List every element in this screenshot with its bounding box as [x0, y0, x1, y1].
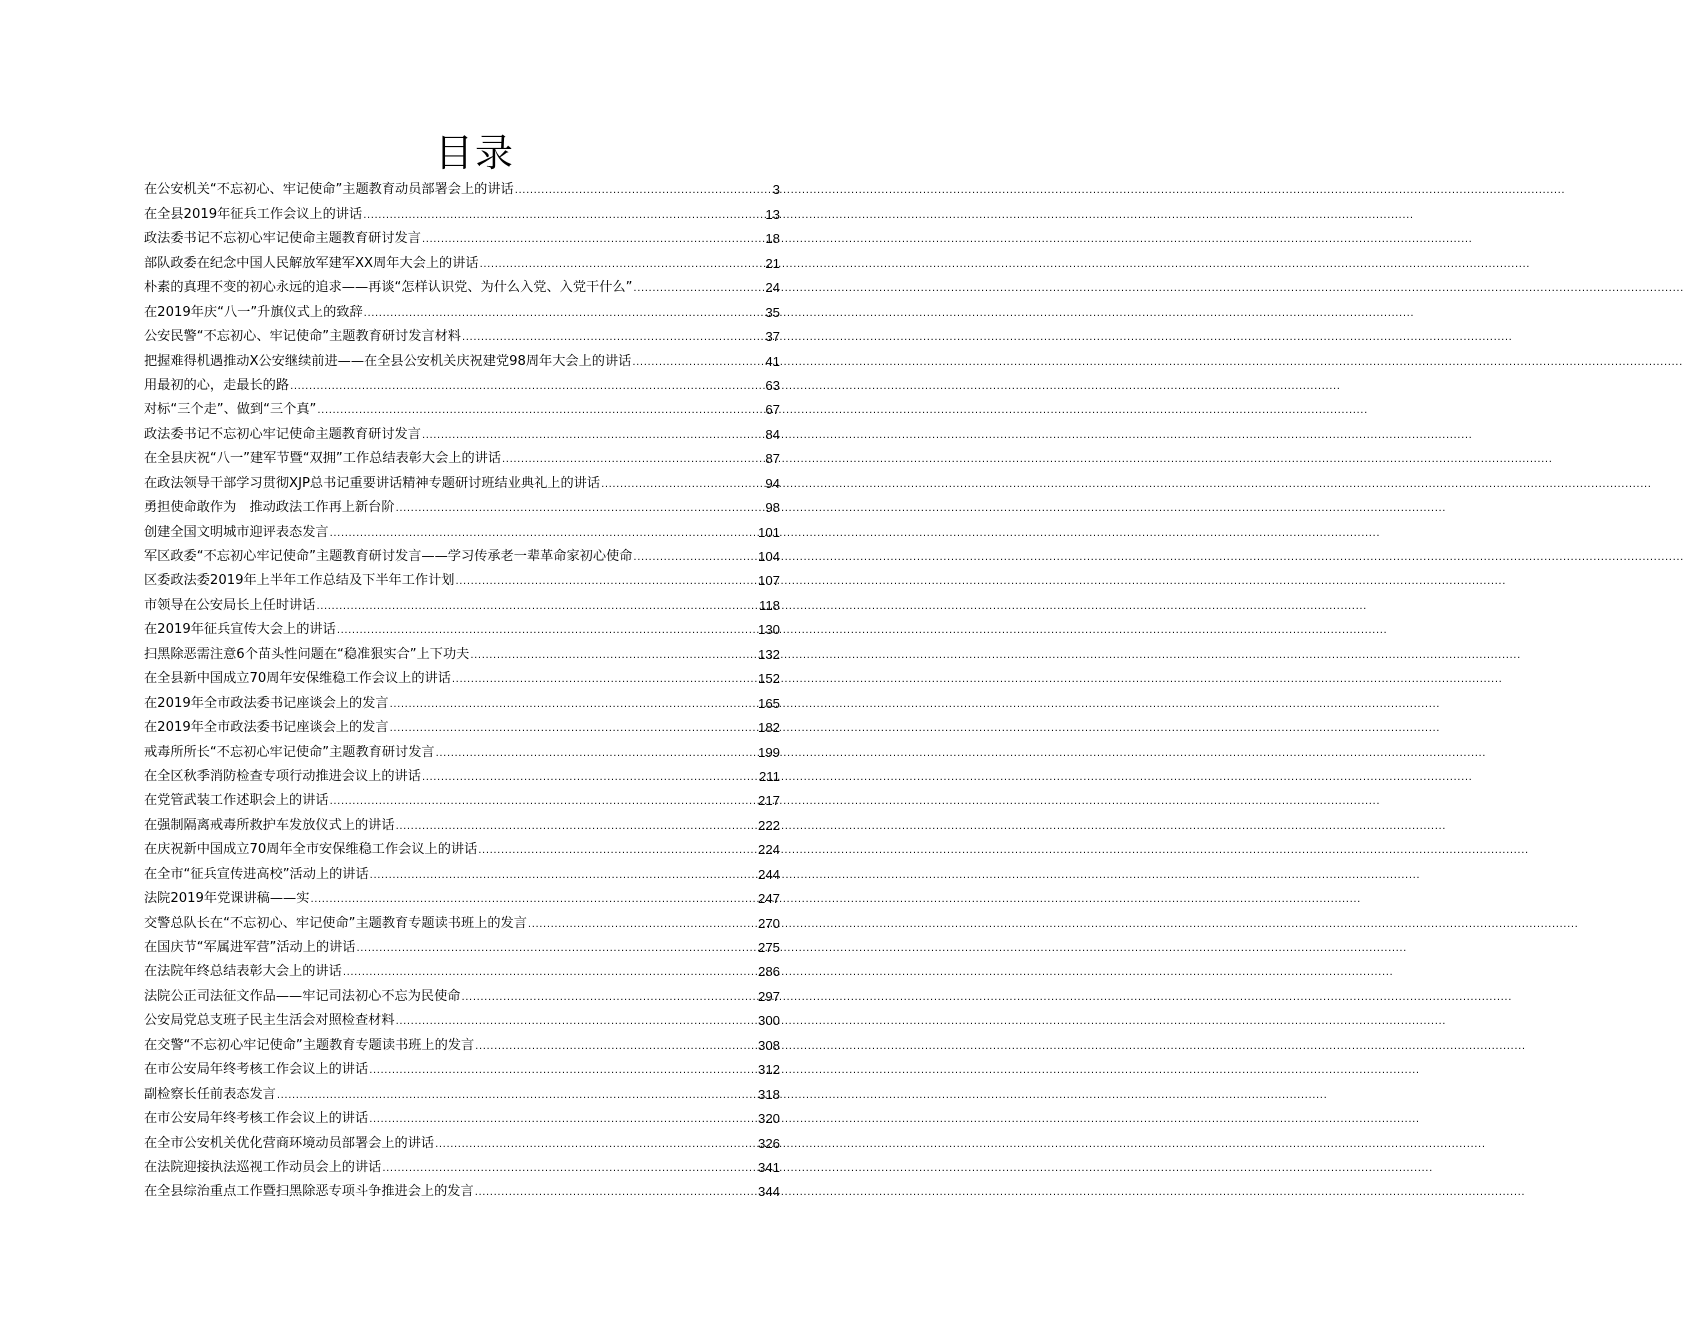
- toc-entry[interactable]: [144, 567, 780, 591]
- toc-entry-title: 勇担使命敢作为 推动政法工作再上新台阶: [144, 500, 395, 516]
- toc-entry-title: 在2019年庆“八一”升旗仪式上的致辞: [144, 304, 363, 320]
- toc-page-number: 182: [757, 720, 780, 736]
- toc-page-number: 84: [765, 426, 780, 442]
- toc-page-number: 308: [757, 1037, 780, 1053]
- toc-entry[interactable]: [144, 347, 780, 371]
- toc-dot-leader: [421, 427, 764, 445]
- toc-entry-title: 在国庆节“军属进军营”活动上的讲话: [144, 940, 356, 955]
- toc-page-number: 37: [765, 329, 780, 345]
- toc-entry[interactable]: [144, 763, 780, 787]
- toc-page-number: 18: [765, 231, 780, 247]
- toc-page-number: 318: [757, 1086, 780, 1102]
- toc-entry-title: 在全县2019年征兵工作会议上的讲话: [144, 206, 363, 222]
- toc-entry[interactable]: [144, 738, 780, 762]
- toc-entry[interactable]: [144, 469, 780, 493]
- toc-entry-title: 创建全国文明城市迎评表态发言: [144, 524, 329, 540]
- toc-page-number: 344: [757, 1184, 780, 1200]
- toc-entry-title: 在交警“不忘初心牢记使命”主题教育专题读书班上的发言: [144, 1037, 475, 1053]
- toc-dot-leader: [461, 329, 764, 347]
- toc-dot-leader: [309, 891, 757, 909]
- toc-entry-title: 在全市公安机关优化营商环境动员部署会上的讲话: [144, 1135, 435, 1151]
- toc-entry-title: 在公安机关“不忘初心、牢记使命”主题教育动员部署会上的讲话: [144, 182, 514, 198]
- toc-entry[interactable]: [144, 1080, 780, 1104]
- toc-entry[interactable]: [144, 1007, 780, 1031]
- toc-dot-leader: [329, 793, 757, 811]
- toc-entry-title: 把握难得机遇推动X公安继续前进——在全县公安机关庆祝建党98周年大会上的讲话: [144, 353, 632, 369]
- toc-entry-title: 在法院年终总结表彰大会上的讲话: [144, 964, 342, 980]
- toc-entry[interactable]: [144, 714, 780, 738]
- toc-page-number: 118: [758, 597, 780, 613]
- toc-page-number: 98: [765, 500, 780, 516]
- toc-entry[interactable]: [144, 323, 780, 347]
- toc-dot-leader: [368, 1111, 757, 1129]
- toc-entry[interactable]: [144, 200, 780, 224]
- toc-page-number: 67: [765, 402, 780, 418]
- toc-page-number: 297: [757, 988, 780, 1004]
- toc-page-number: 107: [757, 573, 780, 589]
- toc-page-number: 13: [765, 206, 780, 222]
- toc-entry-title: 在全市“征兵宣传进高校”活动上的讲话: [144, 866, 369, 882]
- toc-dot-leader: [479, 256, 765, 274]
- toc-entry-title: 军区政委“不忘初心牢记使命”主题教育研讨发言——学习传承老一辈革命家初心使命: [144, 549, 633, 564]
- toc-page-number: 300: [757, 1013, 780, 1029]
- toc-entry-title: 公安民警“不忘初心、牢记使命”主题教育研讨发言材料: [144, 329, 461, 345]
- toc-entry-title: 副检察长任前表态发言: [144, 1086, 276, 1102]
- toc-dot-leader: [455, 573, 757, 591]
- toc-entry[interactable]: [144, 616, 780, 640]
- toc-dot-leader: [329, 525, 757, 543]
- toc-dot-leader: [362, 207, 764, 225]
- toc-entry-title: 戒毒所所长“不忘初心牢记使命”主题教育研讨发言: [144, 744, 435, 760]
- toc-entry-title: 法院公正司法征文作品——牢记司法初心不忘为民使命: [144, 988, 461, 1004]
- toc-page-number: 24: [765, 280, 780, 296]
- toc-dot-leader: [631, 354, 764, 372]
- toc-dot-leader: [451, 671, 757, 689]
- toc-dot-leader: [289, 378, 764, 396]
- toc-dot-leader: [395, 1013, 757, 1031]
- toc-dot-leader: [435, 745, 757, 763]
- toc-entry[interactable]: [144, 176, 780, 200]
- toc-dot-leader: [474, 1184, 757, 1202]
- toc-page-number: 63: [765, 377, 780, 393]
- toc-entry[interactable]: [144, 1129, 780, 1153]
- toc-list: [144, 176, 780, 1202]
- toc-dot-leader: [316, 402, 764, 420]
- toc-entry-title: 朴素的真理不变的初心永远的追求——再谈“怎样认识党、为什么入党、入党干什么”: [144, 280, 633, 296]
- toc-page-number: 320: [757, 1111, 780, 1127]
- toc-entry[interactable]: [144, 836, 780, 860]
- toc-page-number: 247: [757, 891, 780, 907]
- toc-entry-title: 在政法领导干部学习贯彻XJP总书记重要讲话精神专题研讨班结业典礼上的讲话: [144, 475, 601, 491]
- toc-dot-leader: [389, 720, 757, 738]
- toc-entry[interactable]: [144, 372, 780, 396]
- toc-dot-leader: [632, 549, 757, 567]
- toc-entry-title: 在全县庆祝“八一”建军节暨“双拥”工作总结表彰大会上的讲话: [144, 451, 502, 467]
- toc-entry[interactable]: [144, 225, 780, 249]
- toc-dot-leader: [434, 1136, 757, 1154]
- toc-dot-leader: [395, 500, 765, 518]
- toc-dot-leader: [632, 280, 764, 298]
- toc-dot-leader: [461, 989, 757, 1007]
- toc-dot-leader: [527, 916, 757, 934]
- toc-entry[interactable]: [144, 665, 780, 689]
- toc-dot-leader: [501, 451, 764, 469]
- toc-entry[interactable]: [144, 445, 780, 469]
- toc-page-number: 222: [757, 817, 780, 833]
- toc-entry[interactable]: [144, 1031, 780, 1055]
- toc-page-number: 275: [757, 940, 780, 955]
- toc-entry[interactable]: [144, 298, 780, 322]
- toc-page-number: 3: [772, 182, 780, 198]
- toc-entry[interactable]: [144, 958, 780, 982]
- toc-entry-title: 在市公安局年终考核工作会议上的讲话: [144, 1111, 369, 1127]
- toc-entry[interactable]: [144, 591, 780, 615]
- toc-page-number: 21: [765, 255, 780, 271]
- toc-entry[interactable]: [144, 811, 780, 835]
- toc-entry[interactable]: [144, 1056, 780, 1080]
- toc-entry-title: 政法委书记不忘初心牢记使命主题教育研讨发言: [144, 231, 421, 247]
- toc-entry-title: 在法院迎接执法巡视工作动员会上的讲话: [144, 1159, 382, 1175]
- toc-title: 目录: [434, 131, 515, 175]
- toc-entry[interactable]: [144, 274, 780, 298]
- toc-entry-title: 在全县新中国成立70周年安保维稳工作会议上的讲话: [144, 671, 451, 687]
- toc-dot-leader: [514, 182, 772, 200]
- toc-dot-leader: [315, 598, 758, 616]
- toc-dot-leader: [421, 769, 758, 787]
- toc-entry[interactable]: [144, 982, 780, 1006]
- toc-page-number: 270: [757, 915, 780, 931]
- toc-page-number: 132: [757, 646, 780, 662]
- toc-page-number: 224: [757, 842, 780, 858]
- toc-entry-title: 对标“三个走”、做到“三个真”: [144, 402, 317, 418]
- toc-dot-leader: [342, 964, 757, 982]
- toc-entry-title: 扫黑除恶需注意6个苗头性问题在“稳准狠实合”上下功夫: [144, 646, 470, 662]
- toc-entry-title: 政法委书记不忘初心牢记使命主题教育研讨发言: [144, 426, 421, 442]
- toc-page-number: 165: [757, 695, 780, 711]
- toc-entry-title: 部队政委在纪念中国人民解放军建军XX周年大会上的讲话: [144, 255, 479, 271]
- toc-dot-leader: [276, 1087, 757, 1105]
- toc-page-number: 326: [757, 1135, 780, 1151]
- toc-page-number: 211: [758, 768, 780, 784]
- toc-entry-title: 公安局党总支班子民主生活会对照检查材料: [144, 1013, 395, 1029]
- toc-entry[interactable]: [144, 640, 780, 664]
- toc-page-number: 286: [757, 964, 780, 980]
- toc-dot-leader: [381, 1160, 757, 1178]
- toc-page-number: 87: [765, 451, 780, 467]
- toc-page-number: 35: [765, 304, 780, 320]
- toc-entry[interactable]: [144, 1154, 780, 1178]
- toc-entry[interactable]: [144, 934, 780, 958]
- toc-entry[interactable]: [144, 909, 780, 933]
- toc-entry[interactable]: [144, 885, 780, 909]
- toc-entry-title: 在市公安局年终考核工作会议上的讲话: [144, 1062, 369, 1078]
- toc-page-number: 101: [757, 524, 780, 540]
- toc-dot-leader: [421, 231, 764, 249]
- toc-page-number: 94: [765, 475, 780, 491]
- toc-entry[interactable]: [144, 420, 780, 444]
- toc-entry-title: 在庆祝新中国成立70周年全市安保维稳工作会议上的讲话: [144, 842, 478, 858]
- toc-entry-title: 在党管武装工作述职会上的讲话: [144, 793, 329, 809]
- toc-entry[interactable]: [144, 543, 780, 567]
- toc-page-number: 244: [757, 866, 780, 882]
- toc-entry-title: 用最初的心，走最长的路: [144, 377, 290, 393]
- toc-entry-title: 交警总队长在“不忘初心、牢记使命”主题教育专题读书班上的发言: [144, 915, 527, 931]
- toc-entry[interactable]: [144, 787, 780, 811]
- toc-page-number: 341: [757, 1159, 780, 1175]
- toc-page-number: 217: [757, 793, 780, 809]
- toc-entry-title: 在强制隔离戒毒所救护车发放仪式上的讲话: [144, 817, 395, 833]
- toc-entry-title: 区委政法委2019年上半年工作总结及下半年工作计划: [144, 573, 455, 589]
- toc-dot-leader: [389, 696, 757, 714]
- toc-page-number: 199: [757, 744, 780, 760]
- toc-entry[interactable]: [144, 1105, 780, 1129]
- toc-dot-leader: [474, 1038, 757, 1056]
- toc-entry[interactable]: [144, 860, 780, 884]
- toc-page-number: 41: [765, 353, 780, 369]
- toc-dot-leader: [477, 842, 757, 860]
- toc-page-number: 152: [757, 671, 780, 687]
- toc-entry[interactable]: [144, 689, 780, 713]
- toc-page-number: 104: [757, 549, 780, 564]
- toc-dot-leader: [336, 622, 757, 640]
- toc-entry-title: 在全县综治重点工作暨扫黑除恶专项斗争推进会上的发言: [144, 1184, 474, 1200]
- toc-page-number: 312: [757, 1062, 780, 1078]
- toc-entry-title: 在全区秋季消防检查专项行动推进会议上的讲话: [144, 768, 421, 784]
- toc-dot-leader: [363, 305, 765, 323]
- toc-entry[interactable]: [144, 249, 780, 273]
- toc-entry[interactable]: [144, 1178, 780, 1202]
- toc-entry-title: 在2019年全市政法委书记座谈会上的发言: [144, 720, 389, 736]
- toc-entry-title: 市领导在公安局长上任时讲话: [144, 597, 316, 613]
- toc-dot-leader: [355, 940, 757, 958]
- toc-dot-leader: [395, 818, 757, 836]
- toc-entry-title: 在2019年全市政法委书记座谈会上的发言: [144, 695, 389, 711]
- toc-dot-leader: [469, 647, 757, 665]
- toc-dot-leader: [600, 476, 764, 494]
- toc-dot-leader: [369, 867, 757, 885]
- toc-dot-leader: [368, 1062, 757, 1080]
- toc-entry[interactable]: [144, 396, 780, 420]
- toc-entry[interactable]: [144, 518, 780, 542]
- toc-page-number: 130: [757, 622, 780, 638]
- toc-entry-title: 在2019年征兵宣传大会上的讲话: [144, 622, 336, 638]
- toc-entry[interactable]: [144, 494, 780, 518]
- toc-entry-title: 法院2019年党课讲稿——实: [144, 891, 310, 907]
